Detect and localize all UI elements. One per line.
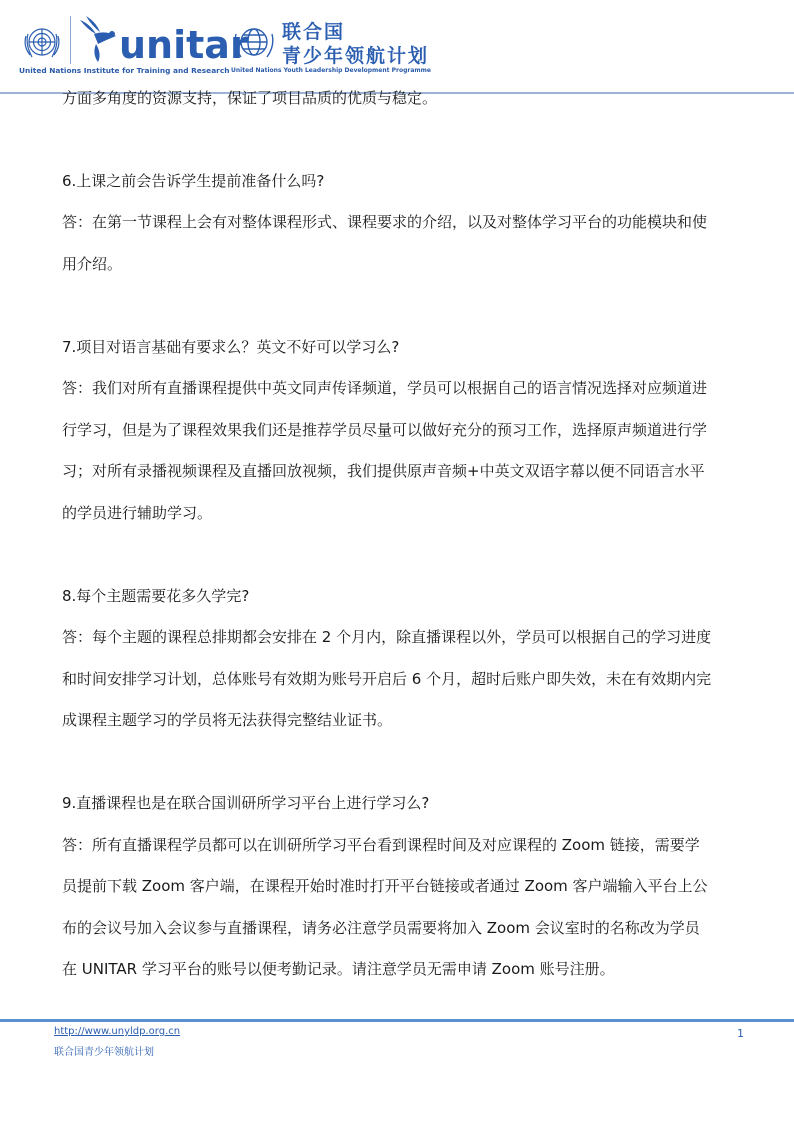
paragraph-line: 答：我们对所有直播课程提供中英文同声传译频道，学员可以根据自己的语言情况选择对应频道进 bbox=[62, 379, 708, 397]
unitar-wordmark: unitar bbox=[119, 23, 249, 67]
page-number: 1 bbox=[737, 1027, 744, 1040]
yldp-title-line1: 联合国 bbox=[282, 21, 346, 43]
paragraph-line: 成课程主题学习的学员将无法获得完整结业证书。 bbox=[62, 711, 393, 729]
paragraph-line: 的学员进行辅助学习。 bbox=[62, 504, 213, 522]
letterhead bbox=[0, 0, 794, 96]
footer-org-name: 联合国青少年领航计划 bbox=[54, 1047, 154, 1058]
un-emblem-icon bbox=[20, 22, 64, 64]
paragraph-line: 习；对所有录播视频课程及直播回放视频，我们提供原声音频+中英文双语字幕以便不同语言水平 bbox=[62, 462, 705, 480]
paragraph-line: 布的会议号加入会议参与直播课程，请务必注意学员需要将加入 Zoom 会议室时的名称改为学员 bbox=[62, 919, 700, 937]
paragraph-line: 行学习，但是为了课程效果我们还是推荐学员尽量可以做好充分的预习工作，选择原声频道进行学 bbox=[62, 421, 708, 439]
question-7: 7.项目对语言基础有要求么？英文不好可以学习么? bbox=[62, 338, 400, 356]
paragraph-line: 员提前下载 Zoom 客户端，在课程开始时准时打开平台链接或者通过 Zoom 客户端输入平台上公 bbox=[62, 877, 708, 895]
paragraph-line: 答：每个主题的课程总排期都会安排在 2 个月内，除直播课程以外，学员可以根据自己的学习进度 bbox=[62, 628, 712, 646]
paragraph-line: 和时间安排学习计划，总体账号有效期为账号开启后 6 个月，超时后账户即失效，未在有效期内完 bbox=[62, 670, 712, 688]
paragraph-line: 用介绍。 bbox=[62, 255, 123, 273]
yldp-caption: United Nations Youth Leadership Development Programme bbox=[231, 67, 431, 74]
website-link[interactable]: http://www.unyldp.org.cn bbox=[54, 1026, 181, 1037]
footer-rule bbox=[0, 1019, 794, 1022]
paragraph-line: 答：所有直播课程学员都可以在训研所学习平台看到课程时间及对应课程的 Zoom 链接，需要学 bbox=[62, 836, 700, 854]
paragraph-line: 在 UNITAR 学习平台的账号以便考勤记录。请注意学员无需申请 Zoom 账号注册。 bbox=[62, 960, 615, 978]
question-9: 9.直播课程也是在联合国训研所学习平台上进行学习么? bbox=[62, 794, 430, 812]
question-8: 8.每个主题需要花多久学完? bbox=[62, 587, 250, 605]
paragraph-line: 答：在第一节课程上会有对整体课程形式、课程要求的介绍，以及对整体学习平台的功能模块和使 bbox=[62, 213, 708, 231]
unitar-bird-icon bbox=[76, 14, 122, 64]
question-6: 6.上课之前会告诉学生提前准备什么吗? bbox=[62, 172, 325, 190]
un-institute-caption: United Nations Institute for Training and Research bbox=[19, 66, 230, 75]
logo-divider bbox=[70, 16, 71, 64]
yldp-title-line2: 青少年领航计划 bbox=[282, 45, 430, 67]
yldp-globe-icon bbox=[231, 22, 277, 66]
paragraph-line: 方面多角度的资源支持，保证了项目品质的优质与稳定。 bbox=[62, 89, 438, 107]
